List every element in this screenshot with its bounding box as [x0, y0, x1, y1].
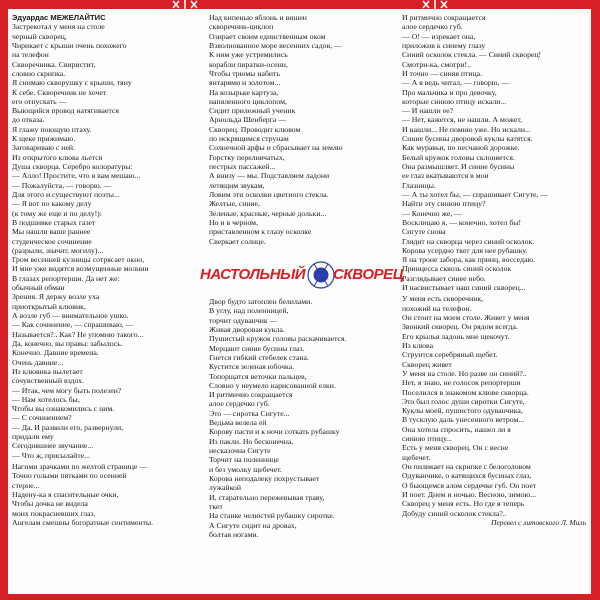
poem-line: алое сердечко губ. — [209, 399, 270, 409]
poem-line: лужайкой — [209, 483, 241, 493]
poem-line: Заговариваю с ней. — [12, 143, 75, 153]
poem-line: О бьющемся алом сердечке губ. Он поет — [402, 480, 537, 490]
poem-line: Горстку переливчатых, — [209, 152, 285, 162]
poem-line: стерне... — [12, 480, 40, 490]
poem-line: Кустится зеленая юбочка. — [209, 362, 295, 372]
poem-line: Арнольда Шенберга — — [209, 115, 286, 125]
poem-line: Синие бусины дворовой куклы катятся. — [402, 134, 533, 144]
poem-line: обычный обман — [12, 283, 65, 293]
poem-line: пестрых пассажей... — [209, 162, 276, 171]
poem-line: его отпускать — — [12, 96, 67, 106]
poem-line: синюю птицу... — [402, 434, 452, 444]
poem-line: Я снимаю скворушку с крыши, тяну — [12, 78, 132, 88]
poem-line: словно скрипка. — [12, 68, 66, 78]
poem-line: торчит одуванчик — — [209, 315, 278, 325]
poem-line: — Алло! Простите, что я вам мешаю... — [12, 171, 141, 181]
poem-line: Добуду синий осколок стекла?.. — [402, 508, 507, 518]
poem-line: Звонкий скворец. Он рядом всегда. — [402, 322, 518, 332]
poem-line: В углу, над поленницей, — [209, 306, 289, 316]
poem-line: Корова усердно ткет для нее рубашку. — [402, 245, 528, 255]
poem-line: Над кипенью яблонь и вишен — [209, 13, 307, 22]
poem-line: приложив к синему глазу — [402, 40, 486, 50]
poem-line: И нашли... Не помню уже. Но искали... — [402, 124, 531, 134]
poem-line: Она хотела спросить, нашел ли я — [402, 424, 511, 434]
poem-line: Чтобы дочка не видела — [12, 499, 88, 509]
poem-line: Из открытого клюва льется — [12, 152, 103, 162]
poem-line: Ведьма велела ей — [209, 418, 267, 428]
poem-line: щебечет. — [402, 452, 431, 462]
poem-line: К щеке прижимаю. — [12, 134, 76, 144]
poem-line: Точно голыми пятками по осенней — [12, 471, 127, 481]
poem-line: Живая дворовая кукла. — [209, 324, 285, 334]
poem-line: болтая ногами. — [209, 529, 259, 539]
poem-line: И поет. Днем и ночью. Весною, зимою... — [402, 489, 537, 499]
poem-line: (разрыли, значит, могилу)... — [12, 245, 104, 255]
poem-line: Чтобы трюмы набить — [209, 68, 280, 78]
poem-line: Из клювика вылетает — [12, 366, 83, 376]
poem-line: Она размышляет. И синие бусины — [402, 162, 515, 171]
poem-line: Нет, я знаю, не голосок репортерши — [402, 378, 521, 388]
starling-icon — [306, 260, 336, 290]
poem-line: и без умолку щебечет. — [209, 464, 282, 474]
poem-line: А внизу — мы. Подставляем ладони — [209, 171, 330, 181]
poem-line: В глазах репортерши. Да нет же: — [12, 273, 120, 283]
poem-column-right — [402, 13, 588, 596]
poem-line: янтарями и золотом... — [209, 78, 281, 88]
poem-line: студенческое сочинение — [12, 236, 92, 246]
poem-line: Его крылья ладонь мне щекочут. — [402, 331, 510, 341]
poem-title-word-2: СКВОРЕЦ — [333, 266, 404, 283]
poem-line: Конечно. Давние времена. — [12, 348, 99, 358]
poem-line: Выющийся провод натягивается — [12, 106, 119, 116]
poem-line: Мы нашли ваше раннее — [12, 227, 91, 237]
poem-line: — Я вот по какому делу — [12, 199, 92, 209]
poem-line: Взволнованное море весенних садов, — — [209, 40, 342, 50]
poem-line: Скворечника. Свиристит, — [12, 59, 96, 69]
poem-title-word-1: НАСТОЛЬНЫЙ — [200, 266, 306, 283]
poem-line: Озирает своим единственным оком — [209, 31, 326, 41]
poem-line: Поселился в знакомом клюве скворца. — [402, 387, 529, 397]
poem-line: — Итак, чем могу быть полезен? — [12, 385, 122, 395]
poem-line: Это был голос души сиротки Сигуте, — [402, 396, 525, 406]
poem-line: Есть у меня скворец. Он с весне — [402, 443, 509, 453]
poem-line: Белый кружок головы склоняется. — [402, 152, 515, 162]
poem-line: И насвистывает наш синий скворец... — [402, 283, 526, 293]
poem-line: Ловим эти осколки цветного стекла. — [209, 189, 329, 199]
poem-line: Найти эту синюю птицу? — [402, 199, 486, 209]
poem-line: Как муравьи, по песчаной дорожке. — [402, 143, 520, 153]
poem-line: В подшивке старых газет — [12, 217, 96, 227]
poem-line: К ним уже устремились — [209, 50, 288, 60]
poem-line: — Как сочинение, — спрашиваю, — — [12, 320, 134, 330]
poem-line: Зеленые, красные, черные дольки... — [209, 208, 327, 218]
poem-line: Он пиликает на скрипке с белоголовом — [402, 462, 531, 471]
poem-line: Глядит на скворца через синий осколок. — [402, 236, 535, 246]
poem-line: Глазницы. — [402, 180, 436, 190]
poem-line: Топорщатся веточки пальцев, — [209, 371, 307, 381]
poem-line: У меня на столе. Но разве он синий?.. — [402, 368, 527, 378]
poem-line: — Да. И развили его, развернули, — [12, 422, 124, 432]
poem-line: Да, конечно, вы правы: забылось. — [12, 338, 123, 348]
poem-line: Двор будто затоплен белилами. — [209, 297, 313, 306]
poem-line: — А ты хотел бы, — спрашивает Сигуте, — — [402, 189, 549, 199]
poem-line: И, старательно пережевывая траву, — [209, 492, 325, 502]
poem-line: черный скворец, — [12, 31, 67, 41]
red-frame-right — [591, 0, 600, 600]
poem-line: Сидит прилежный ученик — [209, 106, 296, 116]
poem-line: Для этого и существуют поэты... — [12, 189, 120, 199]
poem-line: Душа скворца. Серебро колоратуры: — [12, 162, 133, 171]
poem-line: Я глажу поющую птаху. — [12, 124, 92, 134]
poem-line: Сверкает солнце. — [209, 236, 266, 246]
poem-line: — Что ж, присылайте... — [12, 450, 90, 460]
poem-line: А Сигуте сидит на дровах, — [209, 520, 297, 530]
poem-line: Солнечной арфы и сбрасывает на землю — [209, 143, 343, 153]
poem-column-left — [12, 13, 204, 599]
poem-line: придали ему — [12, 432, 54, 442]
poem-line: — Нам хотелось бы, — [12, 394, 80, 404]
poem-line: Гром весенней кузницы сотрясает окно, — [12, 255, 145, 265]
poem-line: Из клюва — [402, 340, 434, 350]
poem-line: Зрения. Я держу возле уха — [12, 292, 100, 302]
poem-line: Смотри-ка, смотри!.. — [402, 59, 471, 69]
poem-line: которые синюю птицу искали... — [402, 96, 507, 106]
poem-line: Нагими зрачками по желтой странице — — [12, 462, 147, 471]
poem-line: летящим звукам, — [209, 180, 265, 190]
poem-line: В тусклую даль унесенного ветром... — [402, 415, 525, 425]
poem-title — [198, 258, 404, 292]
poem-line: Куклы моей, пушистого одуванчика, — [402, 406, 523, 416]
poem-line: скворечник-циклоп — [209, 22, 274, 32]
poem-line: Скворец. Проводит клювом — [209, 124, 301, 134]
poem-line: Из пакли. Но бесконечна, — [209, 436, 294, 446]
translator-credit: Перевел с литовского Л. Миль — [491, 517, 586, 527]
poem-line: Желтые, синие, — [209, 199, 261, 209]
poem-line: Одуванчике, о катящихся бусинах глаз, — [402, 471, 532, 481]
poem-line: А возле губ — внимательное ушко. — [12, 311, 129, 320]
poem-line: Синий осколок стекла. — Синий скворец! — [402, 50, 542, 60]
poem-line: И мне уже видятся возмущенные молнии — [12, 264, 149, 274]
poem-line: Восклицаю я, — конечно, хотел бы! — [402, 217, 522, 227]
red-frame-top — [0, 0, 600, 9]
poem-line: Сигуте снова — [402, 227, 446, 237]
poem-line: Скворец живет — [402, 359, 452, 369]
poem-line: ее глаз вкатываются в мои — [402, 171, 489, 181]
poem-line: моих покрасневших глаз. — [12, 508, 96, 518]
poem-line: Пушистый кружок головы раскачивается. — [209, 334, 347, 344]
poem-line: Но и в черном, — [209, 217, 259, 227]
poem-line: — О! — изрекает она, — [402, 31, 476, 41]
poem-line: Сегодняшнее звучание... — [12, 441, 94, 451]
poem-line: Словно у неумело нарисованной елки. — [209, 380, 336, 390]
poem-line: похожий на телефон. — [402, 303, 472, 313]
poem-line: И ритмично сокращается — [209, 390, 293, 400]
star-ornament-icon — [420, 0, 450, 9]
poem-line: Я на троне забора, как принц, восседаю. — [402, 255, 536, 265]
poem-line: Очень давние... — [12, 357, 64, 367]
poem-line: На козырьке картуза, — [209, 87, 279, 97]
poem-line: Принцесса сквозь синий осколок — [402, 264, 512, 274]
poem-line: Чтобы вы ознакомились с ним. — [12, 404, 115, 414]
poem-line: И точно — синяя птица. — [402, 68, 483, 78]
poem-column-middle-bottom — [209, 297, 397, 577]
poem-line: до отказа. — [12, 115, 45, 125]
poem-line: Чирикает с крыши очень похожего — [12, 40, 127, 50]
poem-line: Корову пасти и к ночи соткать рубашку — [209, 427, 340, 437]
poem-line: — А я ведь читал, — говорю, — — [402, 78, 510, 88]
poem-line: Разглядывает синее небо. — [402, 273, 486, 283]
poem-line: Скворец у меня есть. Но где я теперь — [402, 499, 525, 509]
poem-line: корабли пиратки-осени, — [209, 59, 288, 69]
poem-line: На станке челюстей рубашку сиротке. — [209, 511, 335, 521]
poem-line: (к тому же еще и по делу!): — [12, 208, 102, 218]
poem-line: — Конечно же, — — [402, 208, 462, 218]
poem-line: Называется?.. Как? Не упомню такого... — [12, 329, 144, 339]
poem-line: К себе. Скворечник не хочет — [12, 87, 107, 97]
poem-line: алое сердечко губ. — [402, 22, 463, 32]
poem-line: Надену-ка я спасительные очки, — [12, 489, 119, 499]
poem-author: Эдуардас МЕЖЕЛАЙТИС — [12, 13, 106, 22]
poem-line: И ритмично сокращается — [402, 13, 486, 22]
poem-line: — С сочинением? — [12, 413, 72, 423]
poem-line: Торчит на поленнице — [209, 455, 279, 465]
poem-line: Застрекотал у меня на столе — [12, 22, 105, 32]
poem-line: Это — сиротка Сигуте... — [209, 408, 290, 418]
poem-line: приоткрытый клювик, — [12, 301, 86, 311]
poem-line: У меня есть скворечник, — [402, 294, 484, 304]
poem-line: ткет — [209, 501, 223, 511]
poem-line: напяленного циклопом, — [209, 96, 287, 106]
poem-line: — Пожалуйста, — говорю. — — [12, 180, 112, 190]
poem-line: на телефон — [12, 50, 49, 60]
poem-line: по искрящимся струнам — [209, 134, 289, 144]
star-ornament-icon — [170, 0, 200, 9]
poem-line: — Нет, кажется, не нашли. А может, — [402, 115, 523, 125]
poem-line: Про мальчика и про девочку, — [402, 87, 497, 97]
poem-line: Гнется гибкий стебелек стана. — [209, 352, 309, 362]
poem-line: Мерцают синие бусины глаз. — [209, 343, 305, 353]
red-frame-left — [0, 0, 8, 600]
poem-line: приставленном к глазу осколке — [209, 227, 312, 237]
poem-line: Он стоит на моем столе. Живет у меня — [402, 313, 530, 322]
poem-line: — И нашли ее? — [402, 106, 454, 116]
poem-line: Струится серебряный щебет. — [402, 350, 498, 360]
poem-line: Корова неподалеку похрустывает — [209, 473, 320, 483]
poem-line: несказочна Сигуте — [209, 446, 271, 455]
poem-line: Ангелам смешны богоратные сентименты. — [12, 517, 154, 527]
poem-line: сочувственный вздох. — [12, 376, 84, 386]
